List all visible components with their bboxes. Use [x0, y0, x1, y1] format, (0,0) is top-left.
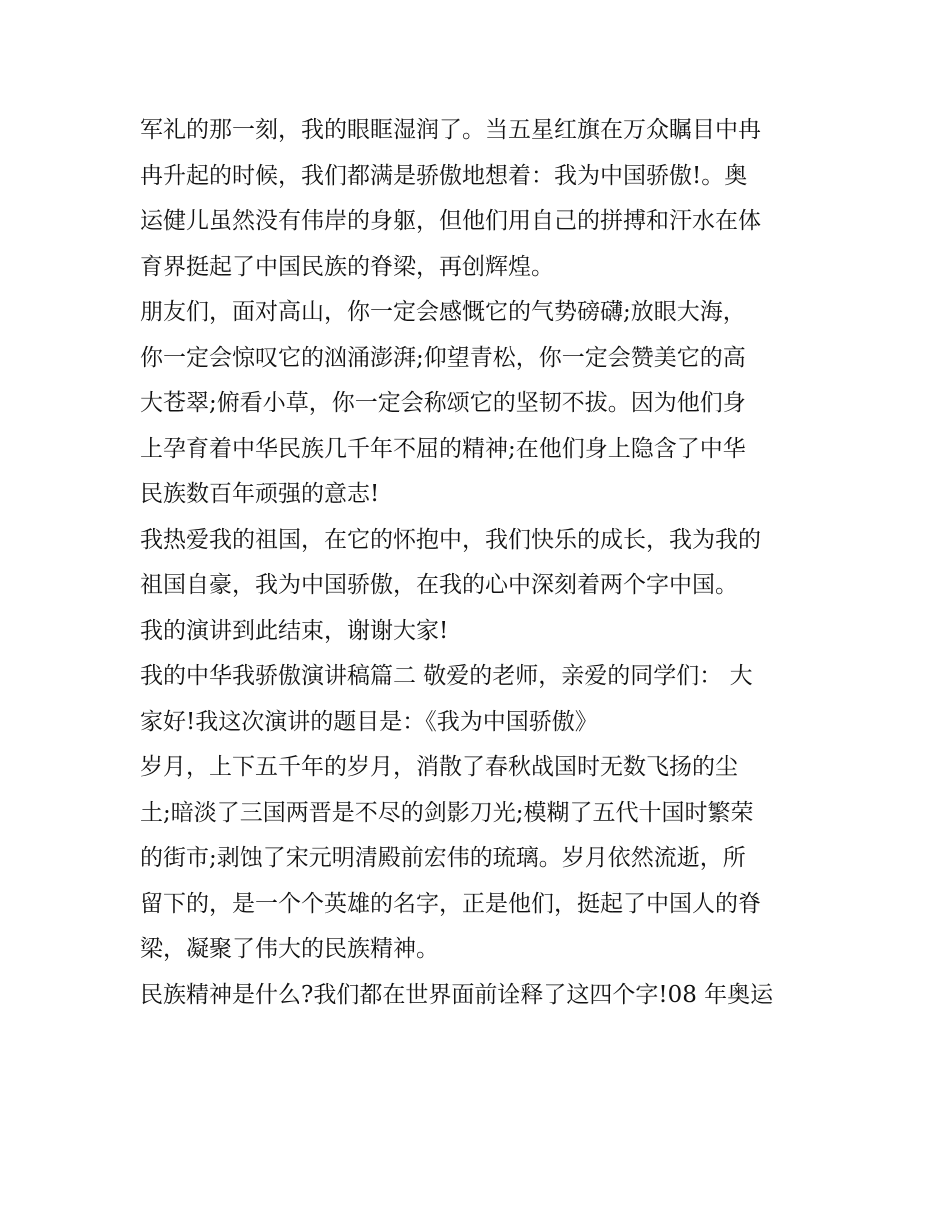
text-line: 我的中华我骄傲演讲稿篇二 敬爱的老师，亲爱的同学们： 大: [140, 663, 753, 689]
text-line: 祖国自豪，我为中国骄傲，在我的心中深刻着两个字中国。: [140, 572, 738, 598]
text-line: 的街市;剥蚀了宋元明清殿前宏伟的琉璃。岁月依然流逝，所: [140, 845, 746, 871]
text-line: 留下的，是一个个英雄的名字，正是他们，挺起了中国人的脊: [140, 890, 761, 917]
text-line: 上孕育着中华民族几千年不屈的精神;在他们身上隐含了中华: [140, 435, 746, 462]
text-line: 家好!我这次演讲的题目是：《我为中国骄傲》: [140, 708, 598, 735]
text-line: 岁月，上下五千年的岁月，消散了春秋战国时无数飞扬的尘: [140, 754, 738, 780]
text-line: 民族精神是什么?我们都在世界面前诠释了这四个字!08 年奥运: [140, 981, 774, 1008]
text-line: 大苍翠;俯看小草，你一定会称颂它的坚韧不拔。因为他们身: [140, 390, 746, 416]
text-line: 军礼的那一刻，我的眼眶湿润了。当五星红旗在万众瞩目中冉: [140, 117, 761, 143]
text-line: 朋友们，面对高山，你一定会感慨它的气势磅礴;放眼大海，: [140, 299, 746, 325]
text-line: 我的演讲到此结束，谢谢大家!: [140, 617, 449, 644]
text-line: 民族数百年顽强的意志!: [140, 481, 380, 507]
text-line: 梁，凝聚了伟大的民族精神。: [140, 936, 439, 962]
text-line: 你一定会惊叹它的汹涌澎湃;仰望青松，你一定会赞美它的高: [140, 344, 746, 371]
text-line: 我热爱我的祖国，在它的怀抱中，我们快乐的成长，我为我的: [140, 526, 761, 553]
text-line: 土;暗淡了三国两晋是不尽的剑影刀光;模糊了五代十国时繁荣: [140, 799, 754, 826]
document-body: [140, 108, 812, 1018]
text-line: 育界挺起了中国民族的脊梁，再创辉煌。: [140, 253, 554, 280]
text-line: 运健儿虽然没有伟岸的身躯，但他们用自己的拼搏和汗水在体: [140, 208, 761, 234]
text-line: 冉升起的时候，我们都满是骄傲地想着：我为中国骄傲!。奥: [140, 162, 748, 189]
